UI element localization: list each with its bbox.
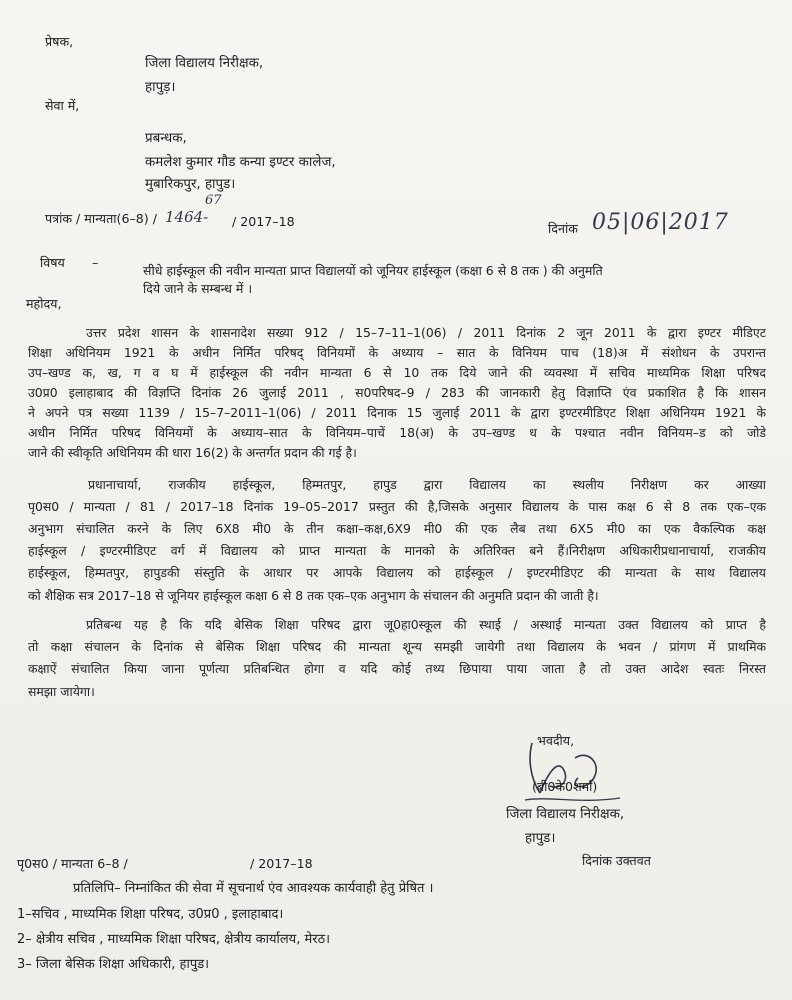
- closing: भवदीय,: [537, 733, 575, 748]
- para1-line: अधीन निर्मित परिषद विनियमों के अध्याय–सात के विनियम–पाचें 18(अ) के उप–खण्ड ध के पश्चात नवीन विनियम–ड को जोडे: [28, 425, 766, 440]
- reference-number-handwritten: 1464-: [165, 208, 209, 226]
- para2-line: अनुभाग संचालित करने के लिए 6X8 मी0 के तीन कक्षा–कक्ष,6X9 मी0 की एक लैब तथा 6X5 मी0 का एक वैकल्पिक कक्ष: [28, 521, 766, 536]
- para2-line: हाईस्कूल, हिम्मतपुर, हापुडकी संस्तुति के आधार पर आपके विद्यालय को हाईस्कूल / इण्टरमीडिएट की मान्यता के साथ विद्यालय: [28, 565, 766, 580]
- salutation: महोदय,: [26, 296, 62, 311]
- handwritten-signature: [520, 738, 630, 808]
- sender-label: प्रेषक,: [45, 34, 74, 49]
- signatory-title: जिला विद्यालय निरीक्षक,: [506, 807, 625, 822]
- reference-suffix: / 2017–18: [232, 214, 295, 229]
- recipient-line-3: मुबारिकपुर, हापुड।: [145, 177, 236, 192]
- recipient-line-1: प्रबन्धक,: [145, 131, 187, 146]
- para1-line: ने अपने पत्र सख्या 1139 / 15–7–2011–1(06) / 2011 दिनाक 15 जुलाई 2011 के द्वारा इण्टरमीडिएट शिक्षा अधिनियम 1921 के: [28, 405, 766, 420]
- subject-line-1: सीधे हाईस्कूल की नवीन मान्यता प्राप्त विद्यालयों को जूनियर हाईस्कूल (कक्षा 6 से 8 तक ) की अनुमति: [143, 263, 603, 278]
- reference-prefix: पत्रांक / मान्यता(6–8) /: [45, 211, 157, 226]
- subject-label: विषय: [40, 255, 65, 270]
- copy-reference-prefix: पृ0स0 / मान्यता 6–8 /: [17, 856, 128, 871]
- para3-line: प्रतिबन्ध यह है कि यदि बेसिक शिक्षा परिषद द्वारा जू0हा0स्कूल की स्थाई / अस्थाई मान्यता उक्त विद्यालय को प्राप्त है: [86, 617, 766, 632]
- reference-number-superscript: 67: [205, 193, 222, 208]
- para3-line: समझा जायेगा।: [28, 684, 95, 699]
- signatory-name: (बी0के0शर्मा): [532, 779, 598, 794]
- date-label: दिनांक: [548, 221, 578, 236]
- para2-line: प्रधानाचार्या, राजकीय हाईस्कूल, हिम्मतपुर, हापुड द्वारा विद्यालय का स्थलीय निरीक्षण कर आख्या: [88, 477, 766, 492]
- para1-line: उप–खण्ड क, ख, ग व घ में हाईस्कूल की नवीन मान्यता 6 से 10 तक दिये जाने की व्यवस्था में सचिव माध्यमिक शिक्षा परिषद: [28, 365, 766, 380]
- copy-item: 1–सचिव , माध्यमिक शिक्षा परिषद, उ0प्र0 , इलाहाबाद।: [17, 907, 284, 922]
- copy-item: 2– क्षेत्रीय सचिव , माध्यमिक शिक्षा परिषद, क्षेत्रीय कार्यालय, मेरठ।: [17, 932, 331, 947]
- para1-line: उत्तर प्रदेश शासन के शासनादेश सख्या 912 / 15–7–11–1(06) / 2011 दिनांक 2 जून 2011 के द्वारा इण्टर मीडिएट: [86, 325, 766, 340]
- recipient-line-2: कमलेश कुमार गौड कन्या इण्टर कालेज,: [145, 155, 336, 170]
- para1-line: शिक्षा अधिनियम 1921 के अधीन निर्मित परिषद् विनियमों के अध्याय – सात के विनियम पाच (18)अ में संशोधन के उपरान्त: [28, 345, 766, 360]
- subject-line-2: दिये जाने के सम्बन्ध में ।: [143, 281, 253, 296]
- para1-line: उ0प्र0 इलाहाबाद की विज्ञप्ति दिनांक 26 जुलाई 2011 , स0परिषद–9 / 283 की जानकारी हेतु विज्ञाप्ति एंव प्रकाशित है कि शासन: [28, 385, 766, 400]
- para2-line: हाईस्कूल / इण्टरमीडिएट वर्ग में विद्यालय को प्राप्त मान्यता के मानको के अतिरिक्त बने हैं।निरीक्षण अधिकारीप्रधानाचार्या, राजकीय: [28, 543, 766, 558]
- copy-item: 3– जिला बेसिक शिक्षा अधिकारी, हापुड।: [17, 957, 210, 972]
- copy-intro: प्रतिलिपि– निम्नांकित की सेवा में सूचनार्थ एंव आवश्यक कार्यवाही हेतु प्रेषित ।: [73, 881, 434, 896]
- copy-date: दिनांक उक्तवत: [582, 853, 651, 868]
- copy-reference-suffix: / 2017–18: [250, 856, 313, 871]
- sender-designation: जिला विद्यालय निरीक्षक,: [145, 56, 264, 71]
- subject-dash: –: [92, 255, 99, 270]
- signatory-place: हापुड।: [525, 831, 556, 846]
- para2-line: को शैक्षिक सत्र 2017–18 से जूनियर हाईस्कूल कक्षा 6 से 8 तक एक–एक अनुभाग के संचालन की अनुमति प्रदान की जाती है।: [28, 588, 599, 603]
- para3-line: तो कक्षा संचालन के दिनांक से बेसिक शिक्षा परिषद की मान्यता शून्य समझी जायेगी तथा विद्यालय के भवन / प्रांगण में प्राथमिक: [28, 639, 766, 654]
- sender-place: हापुड़।: [145, 80, 176, 95]
- to-label: सेवा में,: [45, 98, 80, 113]
- date-handwritten: 05|06|2017: [592, 210, 729, 235]
- para3-line: कक्षाऐं संचालित किया जाना पूर्णत्या प्रतिबन्धित होगा व यदि कोई तथ्य छिपाया पाया जाता है तो उक्त आदेश स्वतः निरस्त: [28, 661, 766, 676]
- para2-line: पृ0स0 / मान्यता / 81 / 2017–18 दिनांक 19–05–2017 प्रस्तुत की है,जिसके अनुसार विद्यालय के पास कक्ष 6 से 8 तक एक–एक: [28, 499, 766, 514]
- para1-line: जाने की स्वीकृति अधिनियम की धारा 16(2) के अन्तर्गत प्रदान की गई है।: [28, 445, 357, 460]
